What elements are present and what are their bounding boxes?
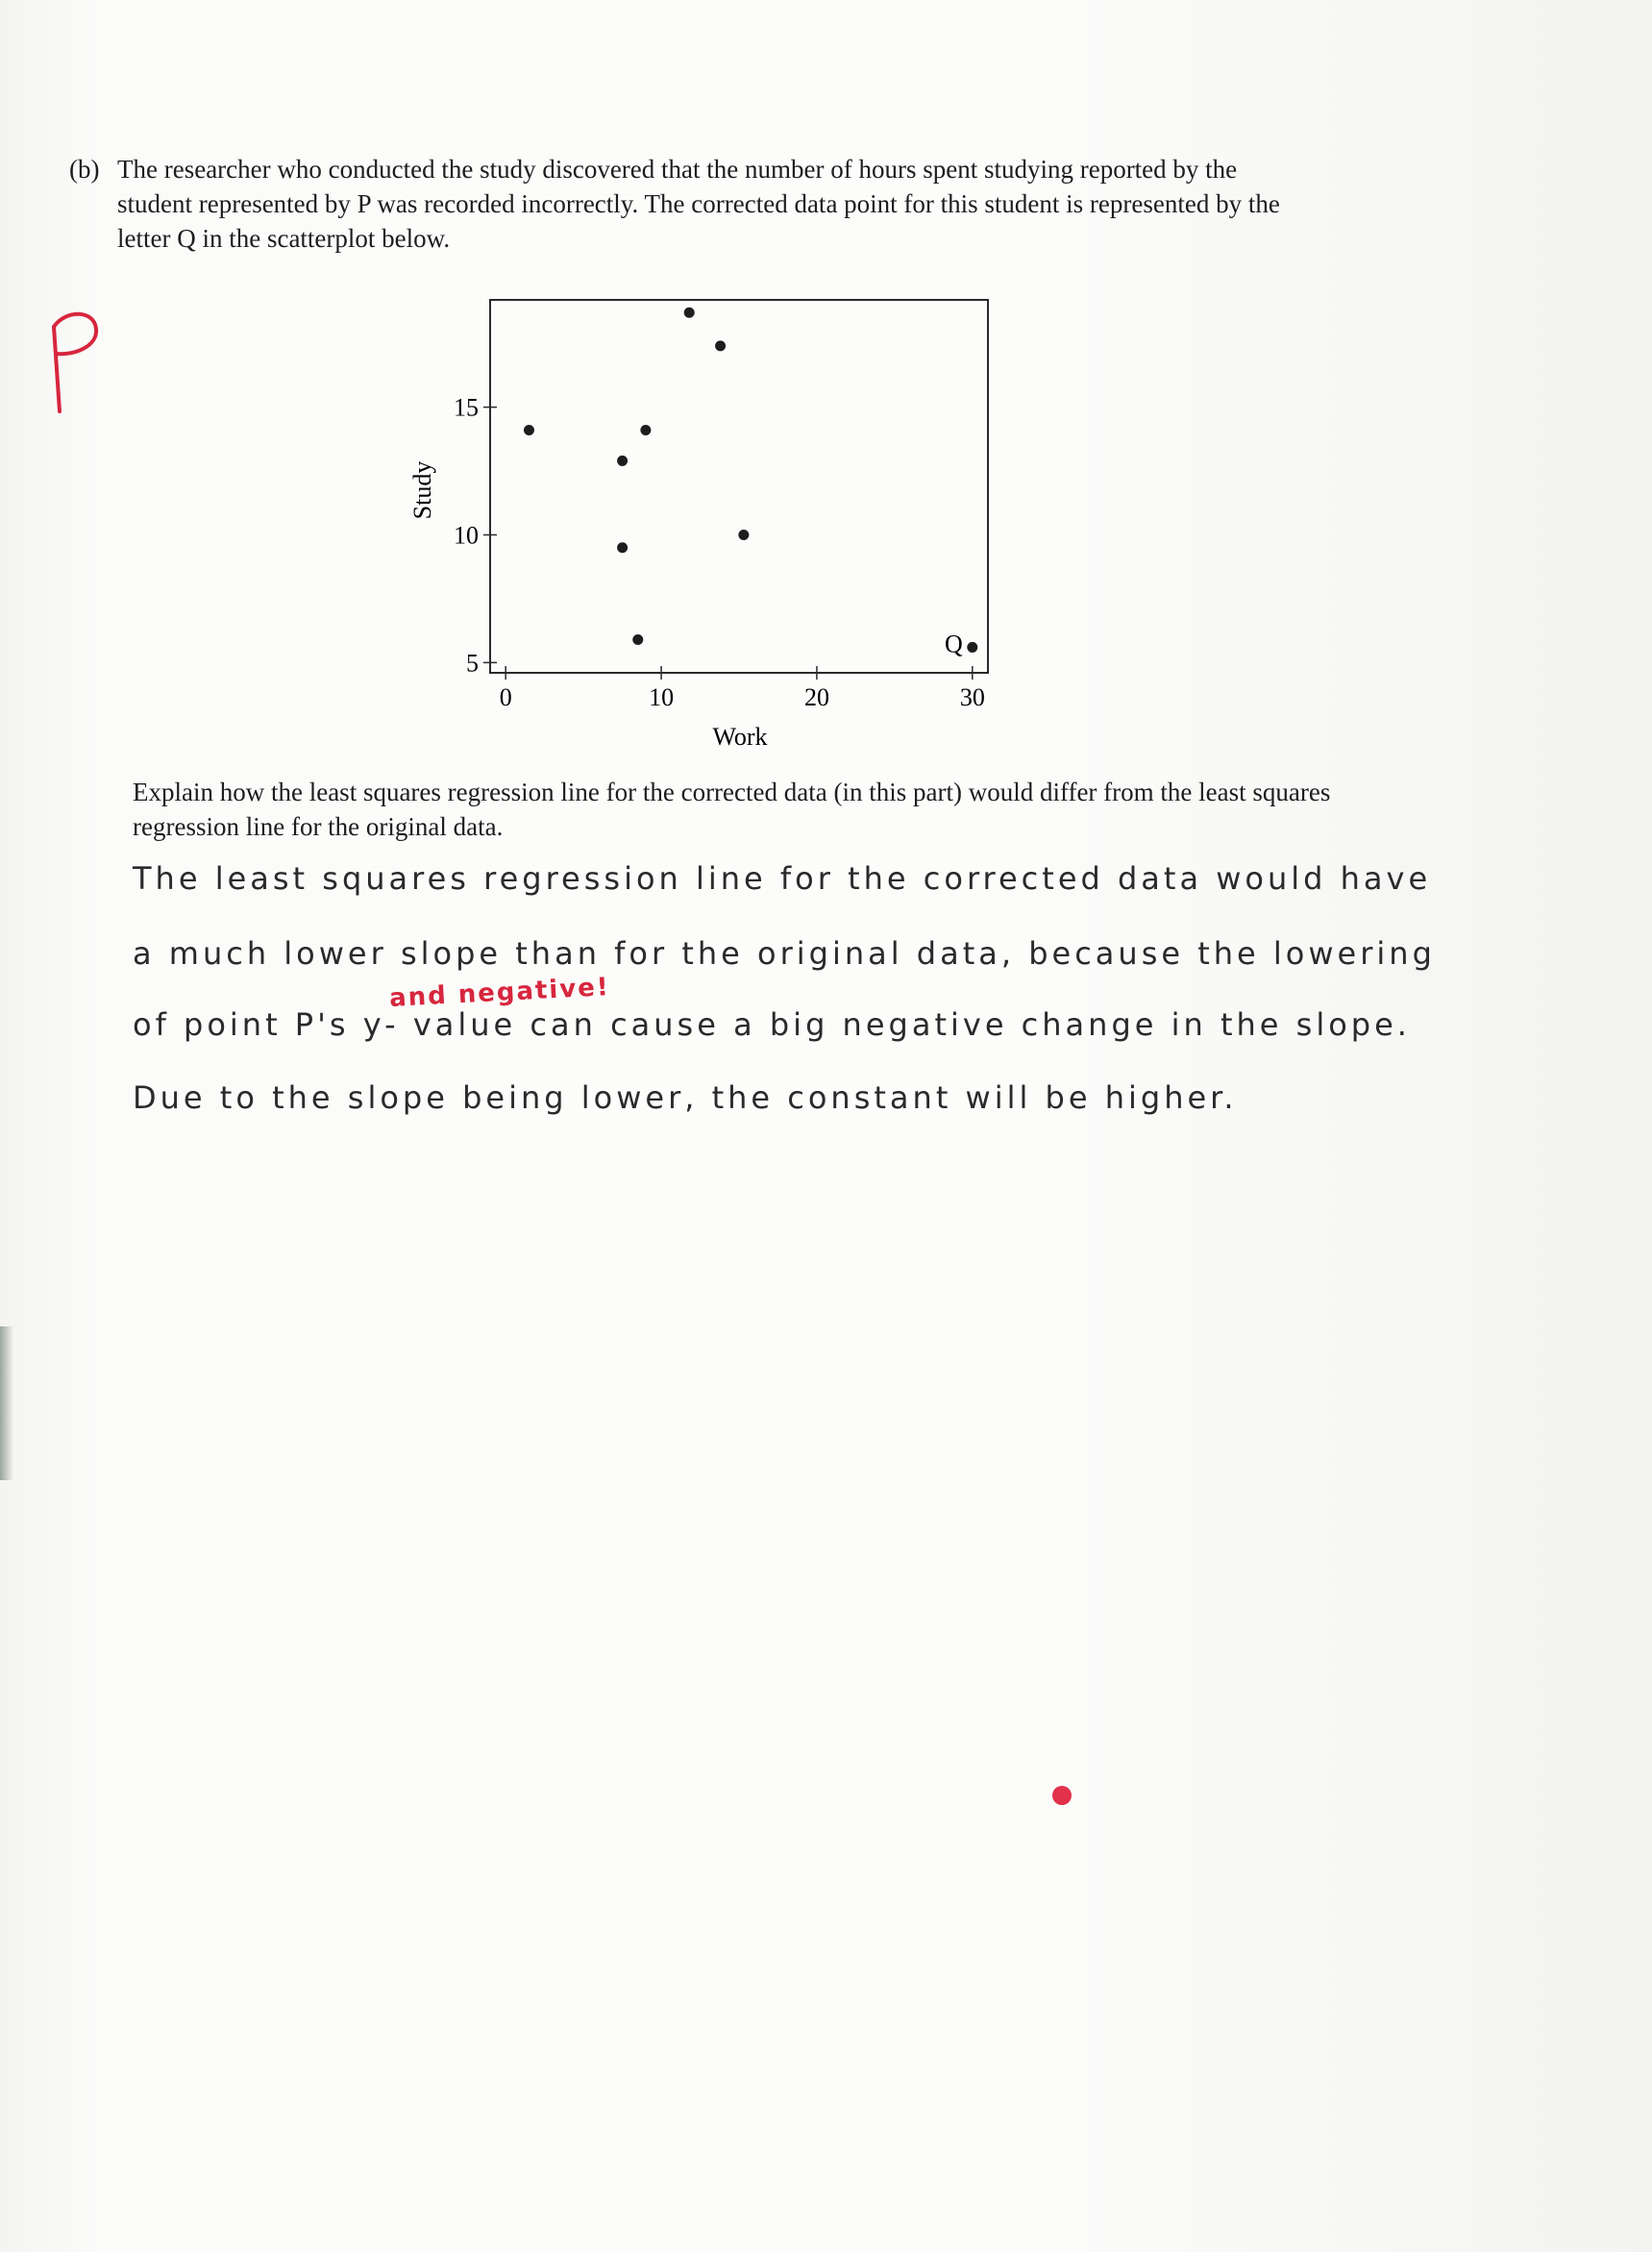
y-axis-label: Study <box>408 460 436 520</box>
data-point <box>715 340 726 351</box>
data-point <box>617 542 628 553</box>
y-tick-label: 15 <box>454 393 479 422</box>
answer-line-2: a much lower slope than for the original data, because the lowering <box>133 935 1436 972</box>
point-label-q: Q <box>945 630 963 658</box>
x-tick-label: 0 <box>499 683 512 711</box>
answer-line-4: Due to the slope being lower, the constant will be higher. <box>133 1079 1238 1116</box>
data-point <box>524 425 534 435</box>
x-tick-label: 10 <box>649 683 675 711</box>
x-axis-label: Work <box>712 723 768 751</box>
answer-line-3: of point P's y- value can cause a big negative change in the slope. <box>133 1006 1411 1043</box>
data-point <box>617 456 628 466</box>
answer-line-1: The least squares regression line for the corrected data would have <box>133 860 1432 897</box>
question-b <box>69 152 1290 256</box>
page-edge-shadow <box>0 1326 13 1480</box>
y-tick-label: 10 <box>454 521 479 550</box>
plot-frame <box>490 300 988 673</box>
grader-annotation: and negative! <box>388 973 611 1013</box>
y-tick-label: 5 <box>466 649 479 678</box>
data-point <box>738 530 749 540</box>
explain-prompt: Explain how the least squares regression line for the corrected data (in this part) would differ from the least squares regression line for the original data. <box>133 778 1331 841</box>
data-point <box>640 425 651 435</box>
grade-mark-p <box>46 308 104 413</box>
data-point <box>684 308 695 318</box>
question-text: The researcher who conducted the study discovered that the number of hours spent studying reported by the student represented by P was recorded incorrectly. The corrected data point for this student is represented by the letter Q in the scatterplot below. <box>117 155 1280 253</box>
red-ink-dot <box>1052 1786 1072 1805</box>
x-tick-label: 30 <box>959 683 985 711</box>
question-label: (b) <box>69 155 100 184</box>
data-point <box>967 642 977 653</box>
data-point <box>632 634 643 645</box>
x-tick-label: 20 <box>803 683 829 711</box>
scatterplot <box>404 288 999 769</box>
